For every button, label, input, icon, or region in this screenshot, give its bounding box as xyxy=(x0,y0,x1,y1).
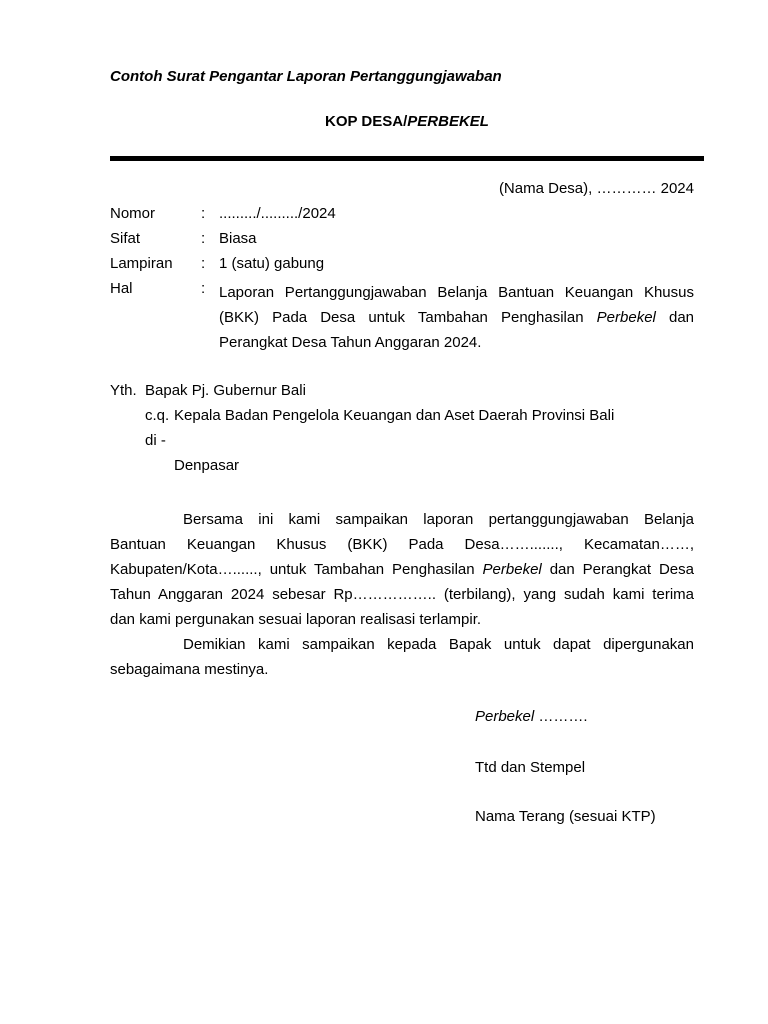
body-text: Kabupaten/Kota…......, untuk Tambahan Penghasilan xyxy=(110,561,475,578)
letterhead-italic-text: PERBEKEL xyxy=(407,113,489,130)
signature-ttd: Ttd dan Stempel xyxy=(475,759,586,776)
meta-value-nomor: ........./........./2024 xyxy=(219,205,336,222)
body-italic-text: Perbekel xyxy=(482,561,542,578)
body-paragraph-2 xyxy=(110,632,694,682)
recipient-di: di - xyxy=(145,432,166,449)
date-line: (Nama Desa), ………… 2024 xyxy=(498,180,694,197)
recipient-cq: c.q. xyxy=(145,407,170,424)
body-paragraph-1 xyxy=(110,507,694,632)
recipient-yth: Yth. xyxy=(110,382,137,399)
recipient-cq-name: Kepala Badan Pengelola Keuangan dan Aset Daerah Provinsi Bali xyxy=(174,407,615,424)
body-line: Demikian kami sampaikan kepada Bapak untuk dapat dipergunakan xyxy=(183,636,694,653)
signature-title xyxy=(475,708,588,725)
letterhead-text: KOP DESA/ xyxy=(325,113,408,130)
meta-colon: : xyxy=(201,230,206,247)
meta-colon: : xyxy=(201,205,206,222)
signature-title-italic: Perbekel xyxy=(475,708,535,725)
body-line xyxy=(110,557,694,582)
meta-label-hal: Hal xyxy=(110,280,133,297)
signature-title-dots: ………. xyxy=(538,708,588,725)
hal-line-1: Laporan Pertanggungjawaban Belanja Bantuan Keuangan Khusus xyxy=(219,284,694,301)
meta-label-sifat: Sifat xyxy=(110,230,141,247)
hal-line-3: Perangkat Desa Tahun Anggaran 2024. xyxy=(219,334,482,351)
meta-value-hal xyxy=(219,280,694,355)
recipient-name: Bapak Pj. Gubernur Bali xyxy=(145,382,306,399)
body-line: Tahun Anggaran 2024 sebesar Rp…………….. (terbilang), yang sudah kami terima xyxy=(110,586,694,603)
body-line: sebagaimana mestinya. xyxy=(110,661,269,678)
meta-value-sifat: Biasa xyxy=(219,230,257,247)
hal-italic-text: Perbekel xyxy=(596,309,656,326)
letterhead-rule xyxy=(110,156,704,161)
meta-value-lampiran: 1 (satu) gabung xyxy=(219,255,325,272)
signature-name: Nama Terang (sesuai KTP) xyxy=(475,808,656,825)
meta-label-lampiran: Lampiran xyxy=(110,255,173,272)
meta-colon: : xyxy=(201,280,206,297)
body-line: Bantuan Keuangan Khusus (BKK) Pada Desa……......., Kecamatan……, xyxy=(110,536,694,553)
letterhead-title xyxy=(110,113,704,130)
hal-line-2 xyxy=(219,305,694,330)
meta-label-nomor: Nomor xyxy=(110,205,156,222)
document-caption: Contoh Surat Pengantar Laporan Pertanggungjawaban xyxy=(110,68,502,85)
body-text: dan Perangkat Desa xyxy=(549,561,694,578)
meta-colon: : xyxy=(201,255,206,272)
recipient-city: Denpasar xyxy=(174,457,240,474)
hal-text: dan xyxy=(668,309,695,326)
body-line: Bersama ini kami sampaikan laporan pertanggungjawaban Belanja xyxy=(183,511,694,528)
body-line: dan kami pergunakan sesuai laporan realisasi terlampir. xyxy=(110,611,482,628)
hal-text: (BKK) Pada Desa untuk Tambahan Penghasilan xyxy=(219,309,584,326)
